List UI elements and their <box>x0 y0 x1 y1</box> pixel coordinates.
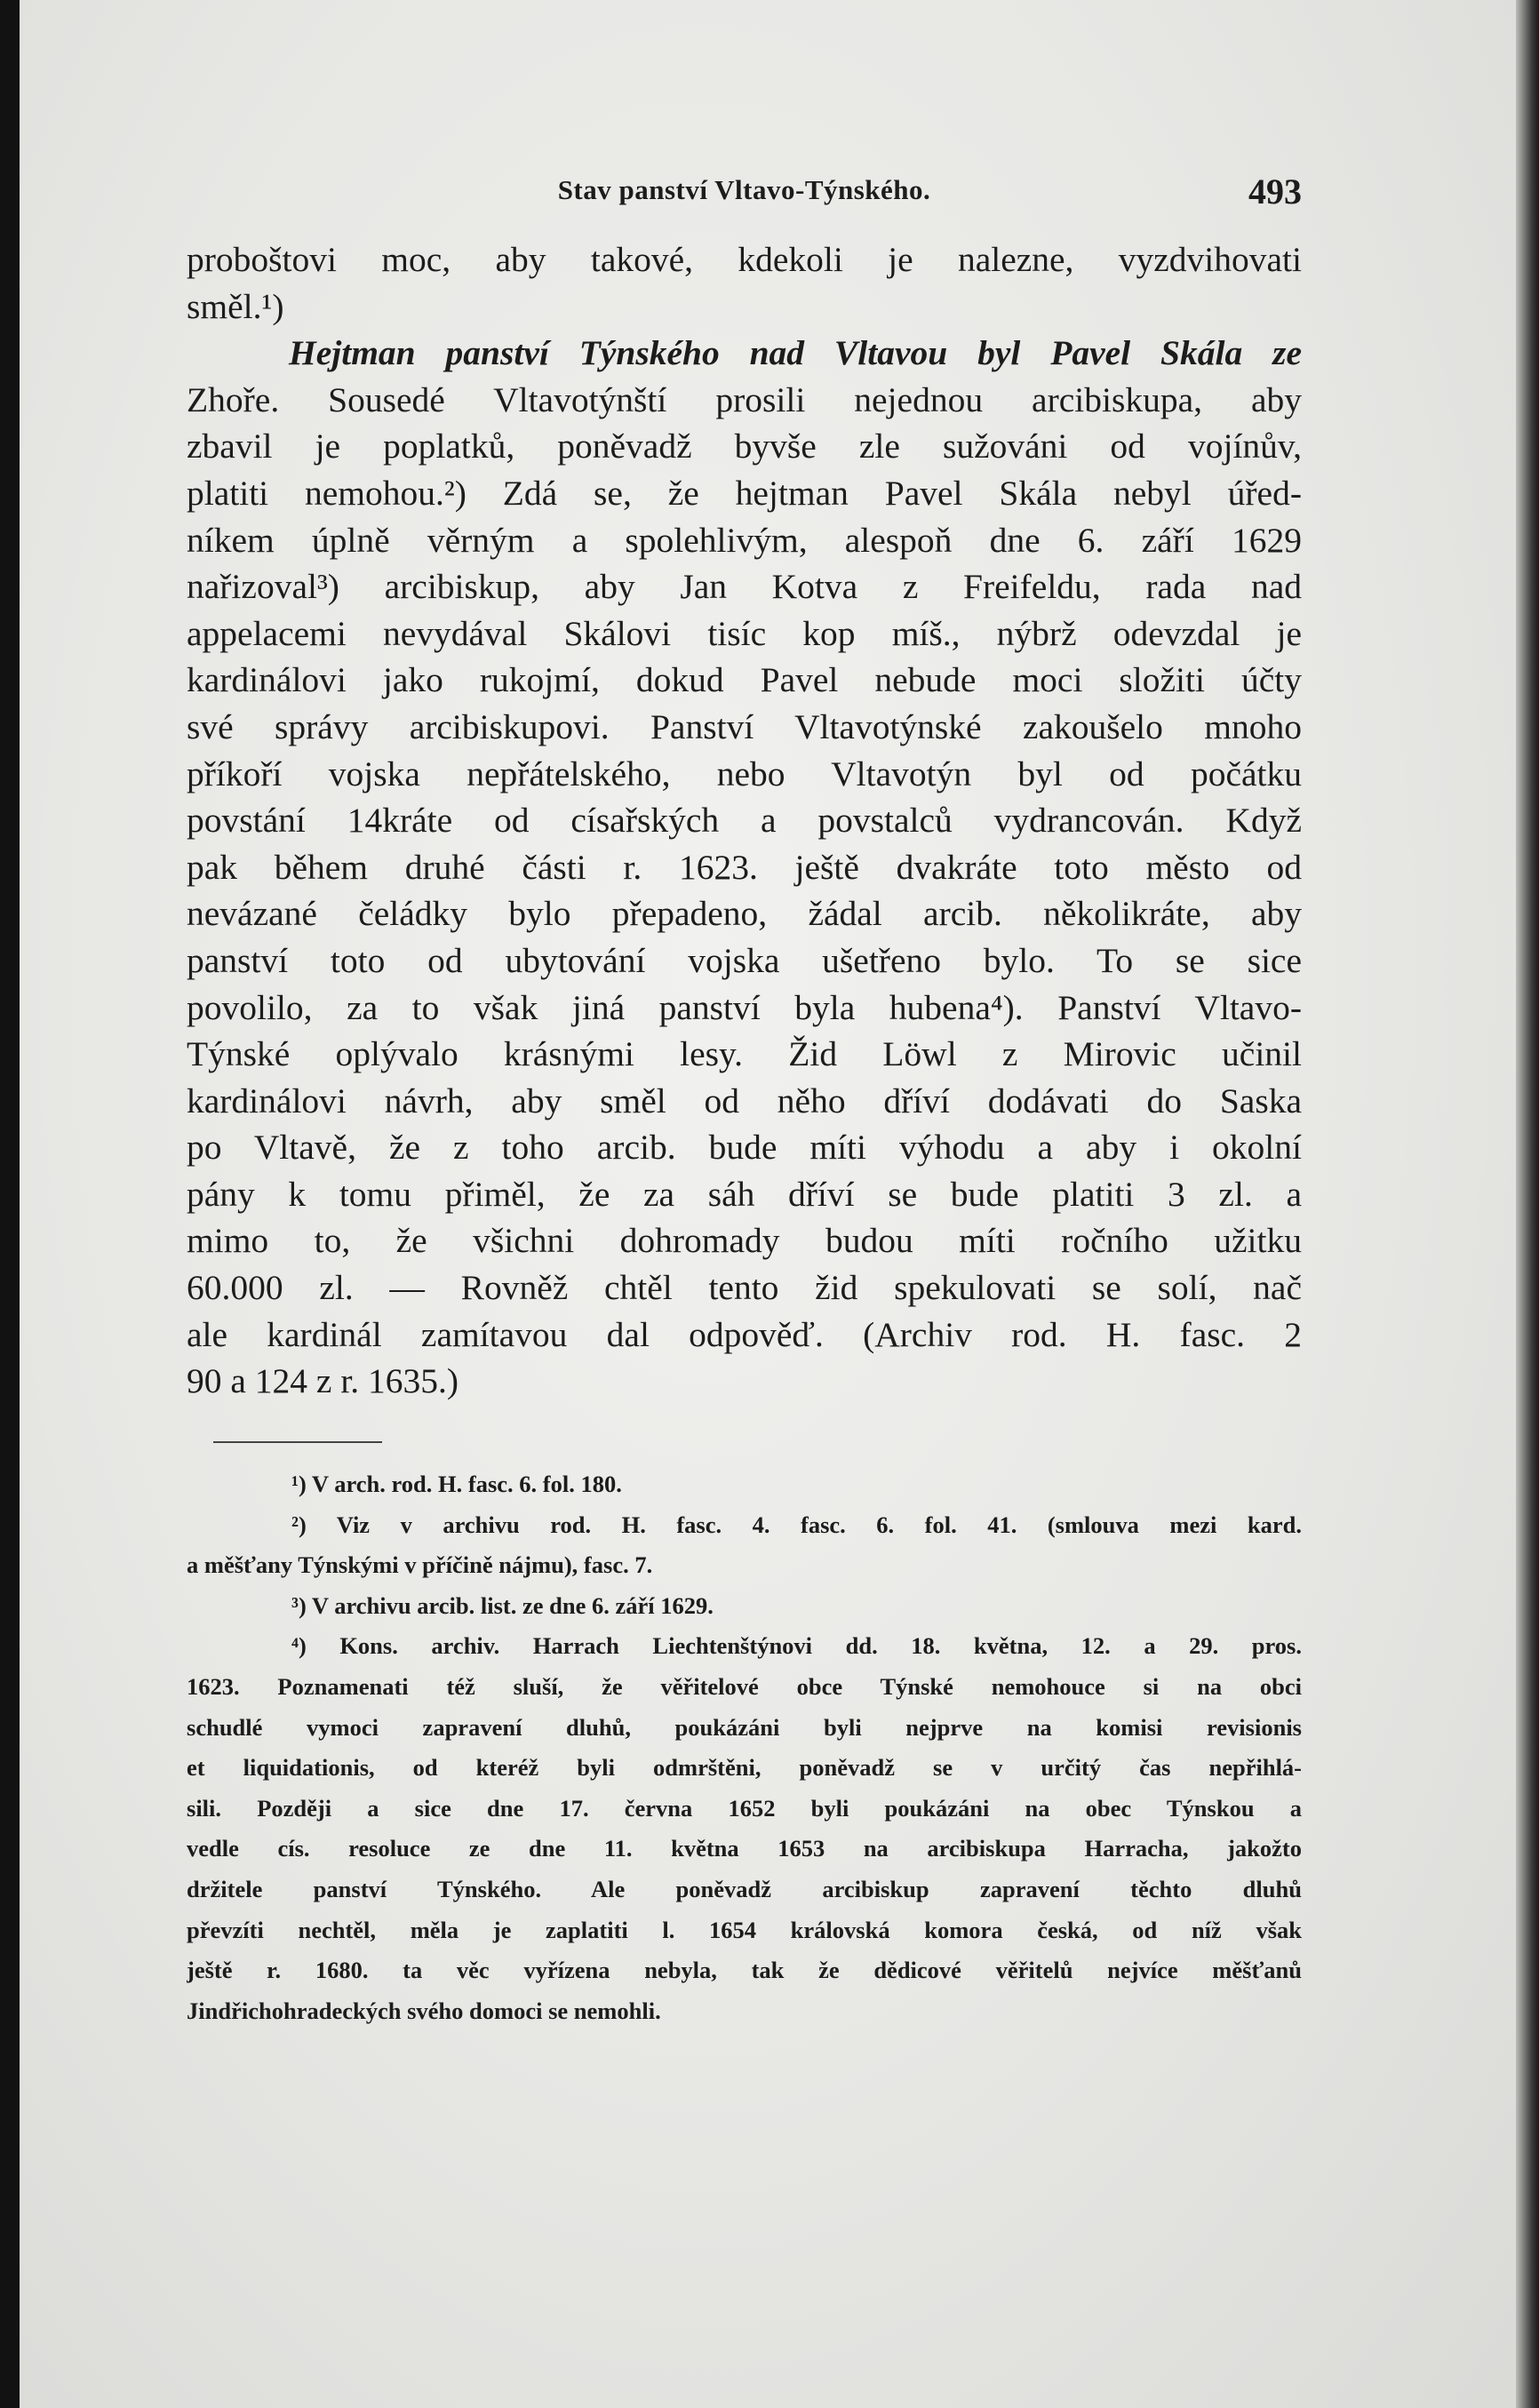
text-line: příkoří vojska nepřátelského, nebo Vltavotýn byl od počátku <box>187 753 1302 793</box>
text-line: kardinálovi jako rukojmí, dokud Pavel nebude moci složiti účty <box>187 660 1302 700</box>
running-head: Stav panství Vltavo-Týnského. <box>557 174 931 205</box>
footnote-line: a měšťany Týnskými v příčině nájmu), fasc. 7. <box>187 1551 653 1579</box>
text-line: po Vltavě, že z toho arcib. bude míti výhodu a aby i okolní <box>187 1128 1302 1168</box>
footnote-line: 1623. Poznamenati též sluší, že věřitelové obce Týnské nemohouce si na obci <box>187 1672 1302 1700</box>
text-line: své správy arcibiskupovi. Panství Vltavotýnské zakoušelo mnoho <box>187 706 1302 746</box>
text-line: níkem úplně věrným a spolehlivým, alespoň dne 6. září 1629 <box>187 520 1302 560</box>
text-line: pány k tomu přiměl, že za sáh dříví se bude platiti 3 zl. a <box>187 1174 1302 1214</box>
text-line: povstání 14kráte od císařských a povstalců vydrancován. Když <box>187 801 1302 841</box>
text-line: pak během druhé části r. 1623. ještě dvakráte toto město od <box>187 847 1302 887</box>
text-line: Hejtman panství Týnského nad Vltavou byl Pavel Skála ze <box>289 333 1302 373</box>
footnote-line: ³) V archivu arcib. list. ze dne 6. září 1629. <box>291 1591 714 1619</box>
text-line: appelacemi nevydával Skálovi tisíc kop míš., nýbrž odevzdal je <box>187 613 1302 653</box>
text-line: ale kardinál zamítavou dal odpověď. (Archiv rod. H. fasc. 2 <box>187 1314 1302 1354</box>
scan-edge-right <box>1516 0 1539 2408</box>
text-line: nevázané čeládky bylo přepadeno, žádal arcib. několikráte, aby <box>187 894 1302 934</box>
footnote-line: schudlé vymoci zapravení dluhů, poukázáni byli nejprve na komisi revisionis <box>187 1713 1302 1741</box>
footnote-separator <box>213 1441 382 1443</box>
page-number: 493 <box>1248 171 1302 211</box>
footnote-line: ⁴) Kons. archiv. Harrach Liechtenštýnovi dd. 18. května, 12. a 29. pros. <box>291 1632 1302 1660</box>
footnote-line: et liquidationis, od kteréž byli odmrštěni, poněvadž se v určitý čas nepřihlá- <box>187 1754 1302 1782</box>
text-line: platiti nemohou.²) Zdá se, že hejtman Pavel Skála nebyl úřed- <box>187 473 1302 513</box>
footnote-line: ještě r. 1680. ta věc vyřízena nebyla, tak že dědicové věřitelů nejvíce měšťanů <box>187 1957 1302 1984</box>
text-line: proboštovi moc, aby takové, kdekoli je nalezne, vyzdvihovati <box>187 240 1302 279</box>
footnote-line: sili. Později a sice dne 17. června 1652 byli poukázáni na obec Týnskou a <box>187 1794 1302 1822</box>
text-line: zbavil je poplatků, poněvadž byvše zle sužováni od vojínův, <box>187 427 1302 466</box>
text-line: panství toto od ubytování vojska ušetřeno bylo. To se sice <box>187 940 1302 980</box>
text-line: Zhoře. Sousedé Vltavotýnští prosili nejednou arcibiskupa, aby <box>187 379 1302 419</box>
main-text <box>187 236 1302 1405</box>
text-line: směl.¹) <box>187 286 284 326</box>
text-line: Týnské oplývalo krásnými lesy. Žid Löwl z Mirovic učinil <box>187 1034 1302 1074</box>
footnotes <box>187 1464 1302 2031</box>
footnote-line: převzíti nechtěl, měla je zaplatiti l. 1654 královská komora česká, od níž však <box>187 1916 1302 1943</box>
footnote-line: vedle cís. resoluce ze dne 11. května 1653 na arcibiskupa Harracha, jakožto <box>187 1835 1302 1862</box>
text-line: kardinálovi návrh, aby směl od něho dříví dodávati do Saska <box>187 1080 1302 1120</box>
text-line: 90 a 124 z r. 1635.) <box>187 1361 459 1401</box>
footnote-line: držitele panství Týnského. Ale poněvadž arcibiskup zapravení těchto dluhů <box>187 1875 1302 1902</box>
text-line: mimo to, že všichni dohromady budou míti ročního užitku <box>187 1221 1302 1261</box>
footnote-line: ¹) V arch. rod. H. fasc. 6. fol. 180. <box>291 1471 622 1497</box>
footnote-line: ²) Viz v archivu rod. H. fasc. 4. fasc. 6. fol. 41. (smlouva mezi kard. <box>291 1511 1302 1538</box>
text-line: nařizoval³) arcibiskup, aby Jan Kotva z Freifeldu, rada nad <box>187 567 1302 607</box>
page-header <box>187 171 1302 219</box>
text-line: povolilo, za to však jiná panství byla hubena⁴). Panství Vltavo- <box>187 987 1302 1027</box>
footnote-line: Jindřichohradeckých svého domoci se nemohli. <box>187 1997 661 2024</box>
scan-edge-left <box>0 0 20 2408</box>
text-line: 60.000 zl. — Rovněž chtěl tento žid spekulovati se solí, nač <box>187 1268 1302 1308</box>
